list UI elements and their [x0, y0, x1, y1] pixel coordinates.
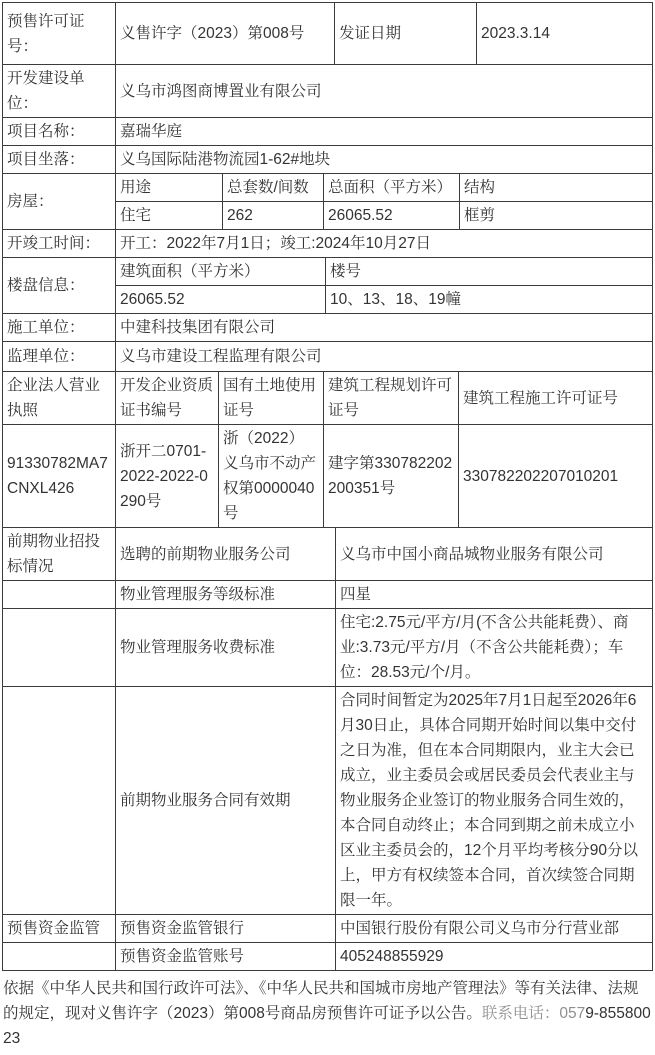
building-value-block: 10、13、18、19幢	[326, 286, 653, 314]
property-contract-value: 合同时间暂定为2025年7月1日起至2026年6月30日止，具体合同期开始时间以集中交付之日为准，但在本合同期限内，业主大会已成立，业主委员会或居民委员会代表业主与物业服务企业签订的物业服务合同生效的，本合同自动终止；本合同到期之前未成立小区业主委员会的，12个月平均考核分90分以上，甲方有权续签本合同，首次续签合同期限一年。	[336, 687, 653, 915]
row-schedule	[3, 230, 653, 258]
location-label: 项目坐落：	[3, 146, 116, 174]
location-value: 义乌国际陆港物流园1-62#地块	[116, 146, 653, 174]
funds-account-value: 405248855929	[336, 943, 653, 971]
builder-label: 施工单位：	[3, 314, 116, 342]
property-contract-label: 前期物业服务合同有效期	[116, 687, 336, 915]
row-permit-number	[3, 3, 653, 65]
property-empty-cell	[3, 581, 116, 609]
announcement-footer	[2, 971, 652, 1055]
property-grade-label: 物业管理服务等级标准	[116, 581, 336, 609]
property-grade-value: 四星	[336, 581, 653, 609]
footer-legal-text: 依据《中华人民共和国行政许可法》、《中华人民共和国城市房地产管理法》等有关法律、法规的规定，现对义售许字（2023）第008号商品房预售许可证予以公告。	[3, 980, 639, 1022]
building-value-area: 26065.52	[116, 286, 326, 314]
issue-date-value: 2023.3.14	[477, 3, 653, 65]
house-value-area: 26065.52	[324, 202, 460, 230]
property-section-label: 前期物业招投标情况	[3, 528, 116, 581]
funds-account-label: 预售资金监管账号	[116, 943, 336, 971]
row-location	[3, 146, 653, 174]
schedule-label: 开竣工时间：	[3, 230, 116, 258]
license-header-land: 国有土地使用证号	[219, 372, 324, 425]
row-property-fee	[3, 609, 653, 687]
issue-date-label: 发证日期	[335, 3, 477, 65]
row-licenses-values	[3, 425, 653, 528]
house-header-usage: 用途	[116, 174, 223, 202]
license-header-qualification: 开发企业资质证书编号	[116, 372, 219, 425]
property-empty-cell	[3, 609, 116, 687]
license-value-land: 浙（2022）义乌市不动产权第0000040号	[219, 425, 324, 528]
row-group-building	[3, 258, 653, 314]
building-header-area: 建筑面积（平方米）	[116, 258, 326, 286]
property-fee-value: 住宅:2.75元/平方/月(不含公共能耗费）、商业:3.73元/平方/月（不含公共能耗费）；车位：28.53元/个/月。	[336, 609, 653, 687]
footer-phone-prefix: 联系电话：057	[481, 1005, 586, 1022]
property-empty-cell	[3, 687, 116, 915]
house-header-area: 总面积（平方米）	[324, 174, 460, 202]
permit-number-value: 义售许字（2023）第008号	[116, 3, 335, 65]
building-value-row	[116, 286, 653, 314]
project-name-value: 嘉瑞华庭	[116, 118, 653, 146]
license-value-qualification: 浙开二0701-2022-2022-0290号	[116, 425, 219, 528]
house-value-units: 262	[223, 202, 324, 230]
row-supervisor	[3, 342, 653, 372]
house-value-structure: 框剪	[460, 202, 653, 230]
house-value-row	[116, 202, 653, 230]
developer-value: 义乌市鸿图商博置业有限公司	[116, 65, 653, 118]
property-company-label: 选聘的前期物业服务公司	[116, 528, 336, 581]
schedule-value: 开工：2022年7月1日；竣工:2024年10月27日	[116, 230, 653, 258]
license-header-planning: 建筑工程规划许可证号	[324, 372, 459, 425]
row-licenses-header	[3, 372, 653, 425]
developer-label: 开发建设单位：	[3, 65, 116, 118]
footer-phone-suffix: 9-85580023	[3, 1005, 651, 1047]
building-header-row	[116, 258, 653, 286]
building-header-block: 楼号	[326, 258, 653, 286]
building-label: 楼盘信息：	[3, 258, 116, 314]
row-builder	[3, 314, 653, 342]
house-value-usage: 住宅	[116, 202, 223, 230]
house-header-row	[116, 174, 653, 202]
building-subtable	[116, 258, 653, 314]
house-header-structure: 结构	[460, 174, 653, 202]
license-value-construction: 330782202207010201	[459, 425, 653, 528]
builder-value: 中建科技集团有限公司	[116, 314, 653, 342]
row-property-grade	[3, 581, 653, 609]
permit-number-label: 预售许可证号：	[3, 3, 116, 65]
row-property-contract	[3, 687, 653, 915]
house-header-units: 总套数/间数	[223, 174, 324, 202]
permit-table	[2, 2, 653, 971]
house-subtable	[116, 174, 653, 230]
row-funds-bank	[3, 915, 653, 943]
property-company-value: 义乌市中国小商品城物业服务有限公司	[336, 528, 653, 581]
funds-bank-value: 中国银行股份有限公司义乌市分行营业部	[336, 915, 653, 943]
supervisor-value: 义乌市建设工程监理有限公司	[116, 342, 653, 372]
project-name-label: 项目名称：	[3, 118, 116, 146]
property-fee-label: 物业管理服务收费标准	[116, 609, 336, 687]
license-value-planning: 建字第330782202200351号	[324, 425, 459, 528]
license-header-business: 企业法人营业执照	[3, 372, 116, 425]
row-project-name	[3, 118, 653, 146]
supervisor-label: 监理单位：	[3, 342, 116, 372]
funds-bank-label: 预售资金监管银行	[116, 915, 336, 943]
funds-section-label: 预售资金监管	[3, 915, 116, 943]
row-developer	[3, 65, 653, 118]
row-property-company	[3, 528, 653, 581]
row-group-house	[3, 174, 653, 230]
house-label: 房屋：	[3, 174, 116, 230]
license-header-construction: 建筑工程施工许可证号	[459, 372, 653, 425]
license-value-business: 91330782MA7CNXL426	[3, 425, 116, 528]
